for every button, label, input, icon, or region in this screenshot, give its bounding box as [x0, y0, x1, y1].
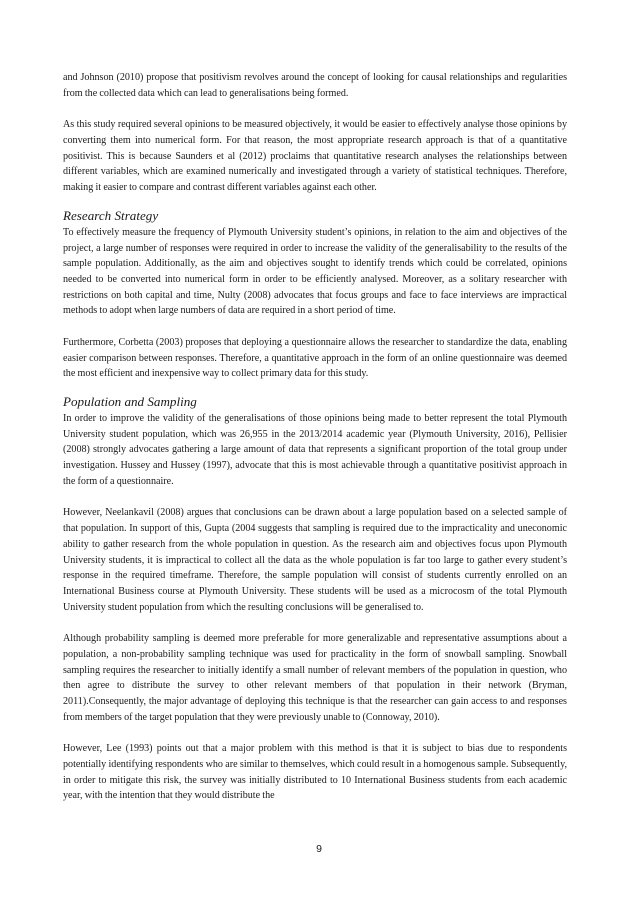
research-strategy-paragraph-2: Furthermore, Corbetta (2003) proposes that deploying a questionnaire allows the researcher to standardize the data, enabling easier comparison between responses. Therefore, a quantitative approach in the form of an online questionnaire was deemed the most efficient and inexpensive way to collect primary data for this study.	[63, 336, 567, 380]
intro-paragraph-2: As this study required several opinions to be measured objectively, it would be easier to effectively analyse those opinions by converting them into numerical form. For that reason, the most appropriate research approach is that of a quantitative positivist. This is because Saunders et al (2012) proclaims that quantitative research analyses the relationships between different variables, which are examined numerically and investigated through a variety of statistical techniques. Therefore, making it easier to compare and contrast different variables against each other.	[63, 119, 567, 194]
population-sampling-paragraph-3: Although probability sampling is deemed more preferable for more generalizable and representative assumptions about a population, a non-probability sampling technique was used for practicality in the form of snowball sampling. Snowball sampling requires the researcher to initially identify a small number of relevant members of the population in question, who then agree to distribute the survey to other relevant members of that population in their network (Bryman, 2011).Consequently, the major advantage of deploying this technique is that the researcher can gain access to and responses from members of the target population that they were previously unable to (Connoway, 2010).	[63, 633, 567, 723]
page-content	[63, 70, 567, 804]
population-sampling-paragraph-4: However, Lee (1993) points out that a major problem with this method is that it is subject to bias due to respondents potentially identifying respondents who are similar to themselves, which could result in a homogenous sample. Subsequently, in order to mitigate this risk, the survey was initially distributed to 10 International Business students from each academic year, with the intention that they would distribute the	[63, 743, 567, 802]
page-number: 9	[316, 843, 322, 855]
population-sampling-paragraph-1: In order to improve the validity of the generalisations of those opinions being made to better represent the total Plymouth University student population, which was 26,955 in the 2013/2014 academic year (Plymouth University, 2016), Pellisier (2008) strongly advocates gathering a large amount of data that represents a significant proportion of the total group under investigation. Hussey and Hussey (1997), advocate that this is most achievable through a quantitative positivist approach in the form of a questionnaire.	[63, 413, 567, 487]
intro-paragraph-1: and Johnson (2010) propose that positivism revolves around the concept of looking for causal relationships and regularities from the collected data which can lead to generalisations being formed.	[63, 72, 567, 99]
research-strategy-paragraph-1: To effectively measure the frequency of Plymouth University student’s opinions, in relation to the aim and objectives of the project, a large number of responses were required in order to increase the validity of the generalisability to the results of the sample population. Additionally, as the aim and objectives sought to identify trends which could be correlated, opinions needed to be converted into numerical form in order to be efficiently analysed. Moreover, as a solitary researcher with restrictions on both capital and time, Nulty (2008) advocates that focus groups and face to face interviews are impractical methods to adopt when large numbers of data are required in a short period of time.	[63, 226, 567, 317]
population-sampling-heading: Population and Sampling	[63, 394, 197, 410]
research-strategy-heading: Research Strategy	[63, 207, 159, 223]
population-sampling-paragraph-2: However, Neelankavil (2008) argues that conclusions can be drawn about a large population based on a selected sample of that population. In support of this, Gupta (2004 suggests that sampling is required due to the impracticality and uneconomic ability to gather research from the whole population in question. As the research aim and objectives focus upon Plymouth University students, it is impractical to collect all the data as the whole population is far too large to gather every student’s response in the required timeframe. Therefore, the sample population will consist of students currently enrolled on an International Business course at Plymouth University. These students will be used as a microcosm of the total Plymouth University student population from which the resulting conclusions will be generalised to.	[63, 507, 567, 613]
